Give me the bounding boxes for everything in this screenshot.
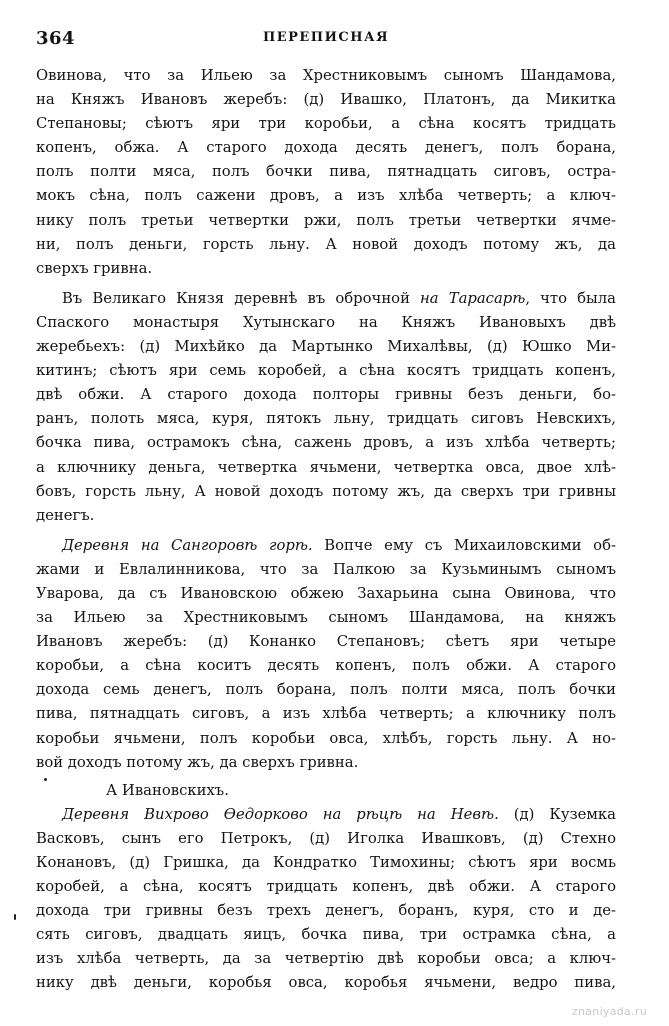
page-number: 364 xyxy=(36,28,76,49)
page-header xyxy=(36,22,616,52)
italic-place-name: на Тарасарѣ xyxy=(420,289,526,307)
text-line: мокъ сѣна, полъ сажени дровъ, а изъ хлѣба четверть; а ключ- xyxy=(36,187,616,205)
print-speck xyxy=(44,778,47,781)
text-run: (д) Куземка xyxy=(498,805,616,823)
paragraph-2 xyxy=(36,287,616,528)
italic-village-name: Деревня Вихрово Өедорково на рѣцѣ на Невѣ. xyxy=(62,805,499,823)
text-line-with-italic xyxy=(36,803,616,827)
text-line: вой доходъ потому жъ, да сверхъ гривна. xyxy=(36,753,359,771)
italic-village-name: Деревня на Сангоровѣ горѣ. xyxy=(62,536,313,554)
section-subheading: А Ивановскихъ. xyxy=(106,781,229,799)
text-line: копенъ, обжа. А старого дохода десять денегъ, полъ борана, xyxy=(36,139,616,157)
text-line-with-italic xyxy=(36,287,616,311)
running-head: ПЕРЕПИСНАЯ xyxy=(262,30,390,45)
text-line: коробьи ячьмени, полъ коробьи овса, хлѣбъ, горсть льну. А но- xyxy=(36,729,616,747)
text-line: денегъ. xyxy=(36,506,95,524)
watermark: znaniyada.ru xyxy=(571,1005,647,1018)
text-line: сять сиговъ, двадцать яицъ, бочка пива, три острамка сѣна, а xyxy=(36,926,616,944)
text-line: Конановъ, (д) Гришка, да Кондратко Тимохины; сѣютъ яри восмь xyxy=(36,854,616,871)
text-line: а ключнику деньга, четвертка ячьмени, четвертка овса, двое хлѣ- xyxy=(36,458,616,476)
text-line: изъ хлѣба четверть, да за четвертію двѣ коробьи овса; а ключ- xyxy=(36,950,616,968)
text-line: на Княжъ Ивановъ жеребъ: (д) Ивашко, Платонъ, да Микитка xyxy=(36,91,616,109)
text-line: Степановы; сѣютъ яри три коробьи, а сѣна косятъ тридцать xyxy=(36,115,616,133)
text-line: Овинова, что за Ильею за Хрестниковымъ сыномъ Шандамова, xyxy=(36,67,616,84)
text-line: ни, полъ деньги, горсть льну. А новой доходъ потому жъ, да xyxy=(36,235,616,253)
text-line-with-italic xyxy=(36,534,616,558)
text-line: коробей, а сѣна, косятъ тридцать копенъ, двѣ обжи. А старого xyxy=(36,878,616,896)
print-speck xyxy=(14,914,16,920)
text-line: жами и Евлалинникова, что за Палкою за Кузьминымъ сыномъ xyxy=(36,560,616,578)
text-line: бовъ, горсть льну, А новой доходъ потому жъ, да сверхъ три гривны xyxy=(36,482,616,500)
text-line: Спаского монастыря Хутынскаго на Княжъ Ивановыхъ двѣ xyxy=(36,313,616,331)
text-line: бочка пива, острамокъ сѣна, сажень дровъ, а изъ хлѣба четверть; xyxy=(36,434,616,452)
text-line: дохода семь денегъ, полъ борана, полъ полти мяса, полъ бочки xyxy=(36,681,616,699)
text-line: пива, пятнадцать сиговъ, а изъ хлѣба четверть; а ключнику полъ xyxy=(36,705,616,723)
paragraph-3 xyxy=(36,534,616,775)
text-line: двѣ обжи. А старого дохода полторы гривны безъ деньги, бо- xyxy=(36,386,616,404)
text-line: нику двѣ деньги, коробья овса, коробья ячьмени, ведро пива, xyxy=(36,974,616,992)
paragraph-1 xyxy=(36,64,616,281)
text-line: жеребьехъ: (д) Михѣйко да Мартынко Михалѣвы, (д) Юшко Ми- xyxy=(36,338,616,356)
text-line: полъ полти мяса, полъ бочки пива, пятнадцать сиговъ, остра- xyxy=(36,163,616,181)
text-run: Въ Великаго Князя деревнѣ въ оброчной xyxy=(62,289,421,307)
text-line: ранъ, полоть мяса, куря, пятокъ льну, тридцать сиговъ Невскихъ, xyxy=(36,410,616,428)
text-line: Васковъ, сынъ его Петрокъ, (д) Иголка Ивашковъ, (д) Стехно xyxy=(36,829,616,847)
text-line: дохода три гривны безъ трехъ денегъ, боранъ, куря, сто и де- xyxy=(36,902,616,920)
text-line: сверхъ гривна. xyxy=(36,259,153,277)
text-line: Ивановъ жеребъ: (д) Конанко Степановъ; сѣетъ яри четыре xyxy=(36,633,616,651)
text-run: Вопче ему съ Михаиловскими об- xyxy=(312,536,616,554)
text-line: китинъ; сѣютъ яри семь коробей, а сѣна косятъ тридцать копенъ, xyxy=(36,362,616,380)
text-line: Уварова, да съ Ивановскою обжею Захарьина сына Овинова, что xyxy=(36,584,616,602)
paragraph-4 xyxy=(36,803,616,996)
text-line: нику полъ третьи четвертки ржи, полъ третьи четвертки ячме- xyxy=(36,211,616,229)
text-line: за Ильею за Хрестниковымъ сыномъ Шандамова, на княжъ xyxy=(36,609,616,627)
text-run: , что была xyxy=(525,289,616,307)
text-line: коробьи, а сѣна коситъ десять копенъ, полъ обжи. А старого xyxy=(36,657,616,675)
body-text xyxy=(36,64,616,996)
